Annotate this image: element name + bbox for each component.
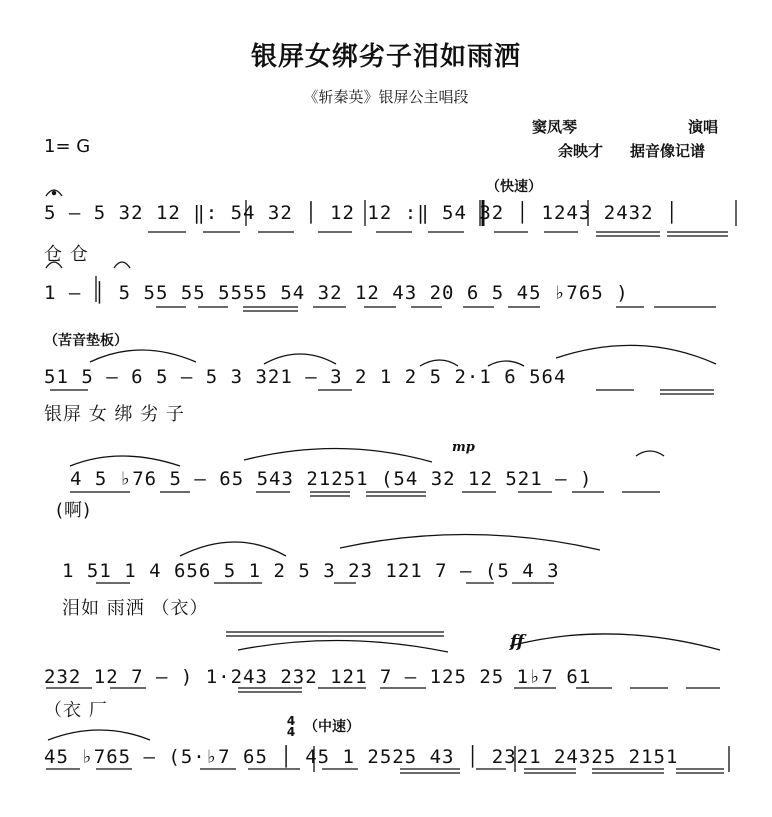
meter-numerator: 4 xyxy=(286,714,296,728)
score-row-5-lyrics: 泪如 雨洒 （衣） xyxy=(62,598,209,619)
page-subtitle: 《斩秦英》银屏公主唱段 xyxy=(303,88,469,106)
dynamic-mp: mp xyxy=(452,440,475,455)
score-row-1-lyrics: 仓 仓 xyxy=(44,244,89,265)
performer-role: 演唱 xyxy=(688,118,719,136)
score-row-6-notes: 232 12 7 – ) 1·243 232 121 7 – 125 25 1♭7 61 xyxy=(44,666,592,688)
score-row-7-notes: 45 ♭765 – (5·♭7 65 │ 45 1 2525 43 │ 2321 24325 2151 xyxy=(44,746,679,768)
score-row-1-notes: 5 – 5 32 12 ‖: 54 32 │ 12 12 :‖ 54 32 │ 1243 2432 │ xyxy=(44,202,679,224)
key-signature: 1= G xyxy=(44,136,91,157)
score-row-6-lyrics: （衣 厂 xyxy=(44,700,108,721)
score-row-5-notes: 1 51 1 4 656 5 1 2 5 3 23 121 7 – (5 4 3 xyxy=(62,560,560,582)
tempo-mid: （中速） xyxy=(304,719,360,735)
dynamic-ff: ff xyxy=(510,632,525,652)
score-row-2-notes: 1 – │ 5 55 55 5555 54 32 12 43 20 6 5 45 ♭765 ) xyxy=(44,282,629,304)
transcriber-name: 余映才 xyxy=(558,142,604,160)
meter-denominator: 4 xyxy=(286,725,296,739)
score-row-3-notes: 51 5 – 6 5 – 5 3 321 – 3 2 1 2 5 2·1 6 564 xyxy=(44,366,567,388)
time-signature xyxy=(286,716,296,738)
score-row-4-notes: 4 5 ♭76 5 – 65 543 21251 (54 32 12 521 – ) xyxy=(70,468,593,490)
score-row-3-lyrics: 银屏 女 绑 劣 子 xyxy=(44,404,185,425)
score-row-4-lyrics: (啊) xyxy=(56,500,92,521)
banqiang-label: （苦音垫板） xyxy=(44,333,128,349)
tempo-fast: （快速） xyxy=(486,179,542,195)
transcriber-role: 据音像记谱 xyxy=(630,142,706,160)
performer-name: 窦凤琴 xyxy=(532,118,578,136)
fermata-mark xyxy=(46,190,62,196)
page-title: 银屏女绑劣子泪如雨洒 xyxy=(250,42,521,72)
